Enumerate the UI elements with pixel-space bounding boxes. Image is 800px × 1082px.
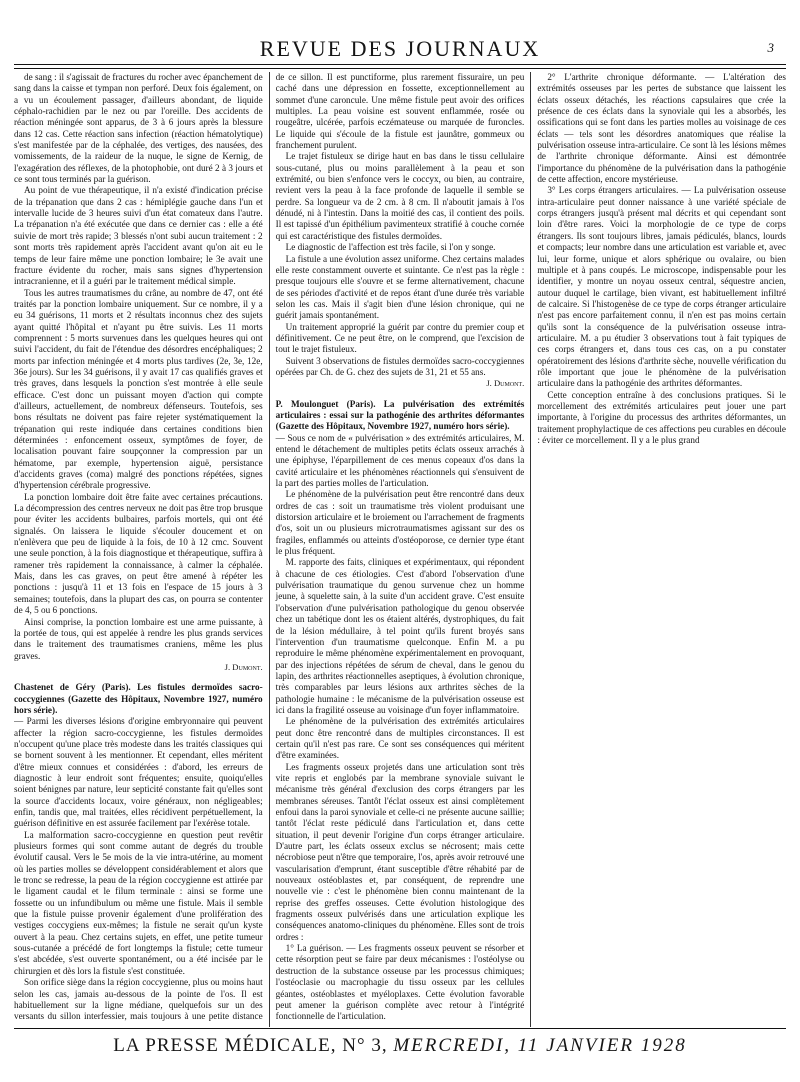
- article-signature: J. Dumont.: [486, 378, 525, 389]
- page-footer: [14, 1028, 786, 1069]
- article-paragraph: Tous les autres traumatismes du crâne, au nombre de 47, ont été traités par la ponction lombaire uniquement. Sur ce nombre, il y a eu 34 guérisons, 11 morts et 2 résultats inconnus chez des sujets ayant quitté l'hôpital et n'ayant pu être suivis. Les 11 morts comprennent : 5 morts survenues dans les quelques heures qui ont suivi l'accident, du fait de l'étendue des désordres encéphaliques; 2 morts par infection méningée et 4 morts plus tardives (2e, 3e, 12e, 36e jours). Sur les 34 guérisons, il y avait 17 cas qualifiés graves et très graves, dans lesquels la ponction s'est montrée à elle seule efficace. C'est donc un puissant moyen d'action qui compte d'ailleurs, actuellement, de nombreux défenseurs. Toutefois, ses bons résultats ne doivent pas faire rejeter systématiquement la trépanation qui reste indiquée dans certaines conditions bien déterminées : enfoncement osseux, symptômes de foyer, de localisation pouvant faire soupçonner la compression par un hématome, par exemple, hypertension aiguë, persistance d'accidents graves (coma) malgré des ponctions répétées, signes d'hypertension cérébrale progressive.: [14, 287, 263, 491]
- article-paragraph: Un traitement approprié la guérit par contre du premier coup et définitivement. Ce ne peut être, on le comprend, que l'excision de tout le trajet fistuleux.: [275, 321, 525, 355]
- article-paragraph: Les fragments osseux projetés dans une articulation sont très vite repris et englobés par la membrane synoviale suivant le mécanisme très général d'exclusion des corps étrangers par les membranes séreuses. Tantôt l'éclat osseux est ainsi complètement enfoui dans la paroi synoviale et celle-ci ne présente aucune saillie; tantôt l'éclat reste pédiculé dans l'articulation et, dans cette situation, il peut devenir l'origine d'un corps étranger articulaire. D'autre part, les éclats osseux exclus se nécrosent; mais cette nécrobiose peut n'être que temporaire, l'os, après avoir retrouvé une vascularisation d'emprunt, étant susceptible d'être réhabité par de nouveaux ostéoblastes et, par conséquent, de reprendre une nouvelle vie : c'est le phénomène bien connu maintenant de la reprise des greffes osseuses. Cette évolution histologique des fragments osseux pulvérisés dans une articulation explique les conséquences anatomo-cliniques du phénomène. Elles sont de trois ordres :: [275, 761, 525, 942]
- page-number: 3: [767, 40, 774, 55]
- article-paragraph: 1° La guérison. — Les fragments osseux peuvent se résorber et cette résorption peut se faire par deux mécanismes : l'ostéolyse ou destruction de la substance osseuse par les processus chimiques; l'ostéoclasie ou macrophagie du tissu osseux par les cellules géantes, ostéoblastes et myéloplaxes. Cette évolution favorable peut amener la guérison complète avec retour à l'intégrité fonctionnelle de l'articulation.: [275, 943, 525, 1022]
- article-paragraph: Ainsi comprise, la ponction lombaire est une arme puissante, à la portée de tous, qui est appelée à rendre les plus grands services dans le traitement des traumatismes craniens, même les plus graves.: [14, 616, 263, 661]
- article-paragraph: Cette conception entraîne à des conclusions pratiques. Si le morcellement des extrémités articulaires peut jouer une part importante, à l'origine du processus des arthrites déformantes, un traitement prophylactique de ces affections peu curables en découle : éviter ce morcellement. Il y a le plus grand: [537, 389, 786, 445]
- article-paragraph: Le phénomène de la pulvérisation des extrémités articulaires peut donc être rencontré dans de multiples circonstances. Il est certain qu'il n'est pas rare. Ce sont ses conséquences qui méritent d'être examinées.: [275, 716, 525, 761]
- article-lead: P. Moulonguet (Paris). La pulvérisation des extrémités articulaires : essai sur la pathogénie des arthrites déformantes (Gazette des Hôpitaux, Novembre 1927, numéro hors série).: [275, 398, 525, 432]
- article-paragraph: M. rapporte des faits, cliniques et expérimentaux, qui répondent à chacune de ces étiologies. C'est d'abord l'observation d'une pulvérisation traumatique du genou survenue chez un homme jeune, à squelette sain, à la suite d'un accident grave. C'est ensuite l'observation d'une pulvérisation pathologique du genou observée chez un tabétique dont les os étaient altérés, dystrophiques, du fait de la lésion médullaire, à tel point qu'ils furent broyés sans l'intervention d'un traumatisme quelconque. Enfin M. a pu reproduire le même phénomène expérimentalement en provoquant, par des injections répétées de sérum de cheval, dans le genou du lapin, des arthrites réactionnelles aseptiques, à évolution chronique, très comparables par leurs lésions aux arthrites sèches de la pathologie humaine : le mécanisme de la pulvérisation osseuse est ici dans la fragilité osseuse au voisinage d'un foyer inflammatoire.: [275, 557, 525, 715]
- article-paragraph: 2° L'arthrite chronique déformante. — L'altération des extrémités osseuses par les pertes de substance que laissent les éclats osseux détachés, les réactions capsulaires que crée la présence de ces éclats dans la synoviale qui les a absorbés, les ossifications qui se font dans les parties molles au voisinage de ces éclats — tels sont les désordres anatomiques que réalise la pulvérisation osseuse intra-articulaire. Ce sont là les lésions mêmes de l'arthrite chronique déformante. Ainsi est démontrée l'importance du phénomène de la pulvérisation dans la pathogénie de cette affection, encore mystérieuse.: [537, 72, 786, 185]
- article-columns: [14, 72, 786, 1027]
- article-paragraph: — Parmi les diverses lésions d'origine embryonnaire qui peuvent affecter la région sacro-coccygienne, les fistules dermoïdes n'occupent qu'une place très modeste dans les traités classiques qui se bornent souvent à les mentionner. Et cependant, elles méritent d'être mieux connues et considérées : d'abord, les erreurs de diagnostic à leur endroit sont fréquentes; ensuite, quoiqu'elles soient bénignes par nature, leur septicité constante fait qu'elles sont la source d'accidents locaux, voire généraux, non négligeables; enfin, tandis que, mal traitées, elles récidivent perpétuellement, la guérison définitive en est assurée facilement par l'exérèse totale.: [14, 716, 263, 829]
- article-paragraph: — Sous ce nom de « pulvérisation » des extrémités articulaires, M. entend le détachement de multiples petits éclats osseux arrachés à une épiphyse, l'éparpillement de ces menus copeaux d'os dans la cavité articulaire et les phénomènes réactionnels qui s'ensuivent de la part des parties molles de l'articulation.: [275, 432, 525, 489]
- article-paragraph: Le diagnostic de l'affection est très facile, si l'on y songe.: [285, 242, 496, 253]
- article-signature: J. Dumont.: [224, 661, 263, 672]
- footer-date: MERCREDI, 11 JANVIER 1928: [393, 1035, 687, 1056]
- article-paragraph: Suivent 3 observations de fistules dermoïdes sacro-coccygiennes opérées par Ch. de G. chez des sujets de 31, 21 et 55 ans.: [275, 355, 525, 377]
- article-paragraph: La malformation sacro-coccygienne en question peut revêtir plusieurs formes qui sont comme autant de degrés du trouble évolutif causal. Vers le 5e mois de la vie intra-utérine, au moment où les parties molles se développent considérablement et alors que le tronc se redresse, la peau de la région coccygienne est attirée par le ligament caudal et le filum terminale : ainsi se forme une fossette ou un infundibulum ou même une fistule. Mais il semble que la fistule puisse provenir également d'une prolifération des vestiges coccygiens eux-mêmes; la fistule ne serait qu'un kyste ouvert à la peau. Chez certains sujets, en effet, une petite tumeur sous-cutanée a précédé de fort longtemps la fistule; cette tumeur s'est abcédée, s'est ouverte spontanément, ou a été incisée par le chirurgien et dès lors la fistule s'est constituée.: [14, 829, 263, 976]
- article-lead: Chastenet de Géry (Paris). Les fistules dermoïdes sacro-coccygiennes (Gazette des Hôpitaux, Novembre 1927, numéro hors série).: [14, 682, 263, 715]
- running-header: [12, 36, 788, 64]
- article-heading: [276, 399, 525, 433]
- article-paragraph: La ponction lombaire doit être faite avec certaines précautions. La décompression des centres nerveux ne doit pas être trop brusque pour éviter les accidents bulbaires, parfois mortels, qui ont été signalés. On laissera le liquide s'écouler doucement et on n'enlèvera que peu de liquide à la fois, de 10 à 12 cmc. Souvent une seule ponction, à la fois diagnostique et thérapeutique, suffira à ramener très rapidement la connaissance, à calmer la céphalée. Mais, dans les cas graves, on peut être amené à répéter les ponctions : jusqu'à 11 et 13 fois en l'espace de 15 jours à 3 semaines; toutefois, dans la plupart des cas, on pourra se contenter de 4, 5 ou 6 ponctions.: [14, 491, 263, 616]
- header-title: REVUE DES JOURNAUX: [259, 36, 541, 61]
- entry-separator: [14, 673, 263, 682]
- header-rule: [14, 64, 786, 69]
- article-paragraph: Son orifice siège dans la région coccygienne, plus ou moins haut selon les cas, jamais au-dessous de la pointe de l'os. Il est habituellement sur la ligne médiane, quelquefois sur un des versants du sillon interfessier, mais toujours à une petite distance de ce sillon. Il est punctiforme, plus rarement fissuraire, un peu caché dans une dépression en fossette, exceptionnellement au sommet d'une caroncule. Une même fistule peut avoir des orifices multiples. La peau voisine est souvent enflammée, rosée ou rougeâtre, ulcérée, parfois eczémateuse ou marquée de furoncles. Le liquide qui s'écoule de la fistule est jaunâtre, gommeux ou franchement purulent.: [14, 72, 525, 1022]
- article-heading: [14, 682, 263, 716]
- footer-journal: LA PRESSE MÉDICALE, N° 3,: [113, 1035, 388, 1056]
- article-paragraph: Le trajet fistuleux se dirige haut en bas dans le tissu cellulaire sous-cutané, plus ou moins parallèlement à la peau et son extrémité, ou bien s'enfonce vers le coccyx, ou bien, au contraire, revient vers la peau à la face profonde de laquelle il semble se perdre. Sa longueur va de 2 cm. à 8 cm. Il n'aboutit jamais à l'os dénudé, ni à l'intestin. Dans la moitié des cas, il contient des poils. Il est tapissé d'un épithélium pavimenteux stratifié à couche cornée qui est caractéristique des fistules dermoïdes.: [275, 151, 525, 241]
- article-paragraph: de sang : il s'agissait de fractures du rocher avec épanchement de sang dans la caisse et tympan non perforé. Deux fois également, on a vu un écoulement passager, d'ailleurs abondant, de liquide céphalo-rachidien par le nez ou par l'oreille. Des accidents de réaction méningée sont apparus, de 3 à 6 jours après la blessure dans 12 cas. Cette réaction sans infection (réaction hématolytique) s'est manifestée par de la céphalée, des vertiges, des nausées, des vomissements, de la raideur de la nuque, le signe de Kernig, de l'exagération des réflexes, de la photophobie, ont duré 2 à 3 jours et ce sont tous terminés par la guérison.: [14, 72, 263, 185]
- article-paragraph: La fistule a une évolution assez uniforme. Chez certains malades elle reste constamment ouverte et suintante. Ce n'est pas la règle : presque toujours elle s'ouvre et se ferme alternativement, chacune de ses périodes d'activité et de repos étant d'une durée très variable selon les cas. Mais il s'agit bien d'une lésion chronique, qui ne guérit jamais spontanément.: [275, 253, 525, 321]
- footer-text: [14, 1035, 786, 1057]
- article-paragraph: Le phénomène de la pulvérisation peut être rencontré dans deux ordres de cas : soit un traumatisme très violent produisant une distorsion articulaire et le broiement ou l'arrachement de fragments d'os, soit un ou plusieurs microtraumatismes agissant sur des os fragiles, enflammés ou atteints d'ostéoporose, ce dernier type étant le plus fréquent.: [275, 489, 525, 557]
- entry-separator: [276, 390, 525, 399]
- article-paragraph: 3° Les corps étrangers articulaires. — La pulvérisation osseuse intra-articulaire peut donner naissance à une variété spéciale de corps étrangers jusqu'à présent mal décrits et qui cependant sont loin d'être rares. Voici la morphologie de ce type de corps étrangers. Ils sont toujours libres, jamais pédiculés, blancs, lourds et compacts; leur nombre dans une articulation est variable et, avec lui, leur forme, unique et alors sphérique ou ovalaire, ou bien multiple et à pans coupés. Le microscope, indispensable pour les identifier, y montre un noyau osseux central, séquestre ancien, autour duquel le cartilage, bien vivant, est habituellement infiltré de calcaire. Si l'histogenèse de ce type de corps étranger articulaire n'est pas encore parfaitement connu, il n'en est pas moins certain qu'ils sont la conséquence de la pulvérisation osseuse intra-articulaire. M. a pu étudier 3 observations tout à fait typiques de ces corps étrangers et, dans tous ces cas, on a pu constater opératoirement des lésions d'arthrite sèche, nouvelle vérification du rôle important que joue le phénomène de la pulvérisation articulaire dans la pathogénie des arthrites déformantes.: [537, 185, 786, 389]
- article-paragraph: Au point de vue thérapeutique, il n'a existé d'indication précise de la trépanation que dans 2 cas : hémiplégie gauche dans l'un et intervalle lucide de 3 heures suivi d'un état comateux dans l'autre. La trépanation n'a été exécutée que dans ce dernier cas : elle a été suivie de mort très rapide; 3 blessés n'ont subi aucun traitement : 2 sont morts très rapidement après l'accident avant qu'on ait eu le temps de leur faire même une ponction lombaire; le 3e avait une fracture évidente du rocher, mais sans signes d'hypertension intracranienne, et il a guéri par le traitement médical simple.: [14, 185, 263, 287]
